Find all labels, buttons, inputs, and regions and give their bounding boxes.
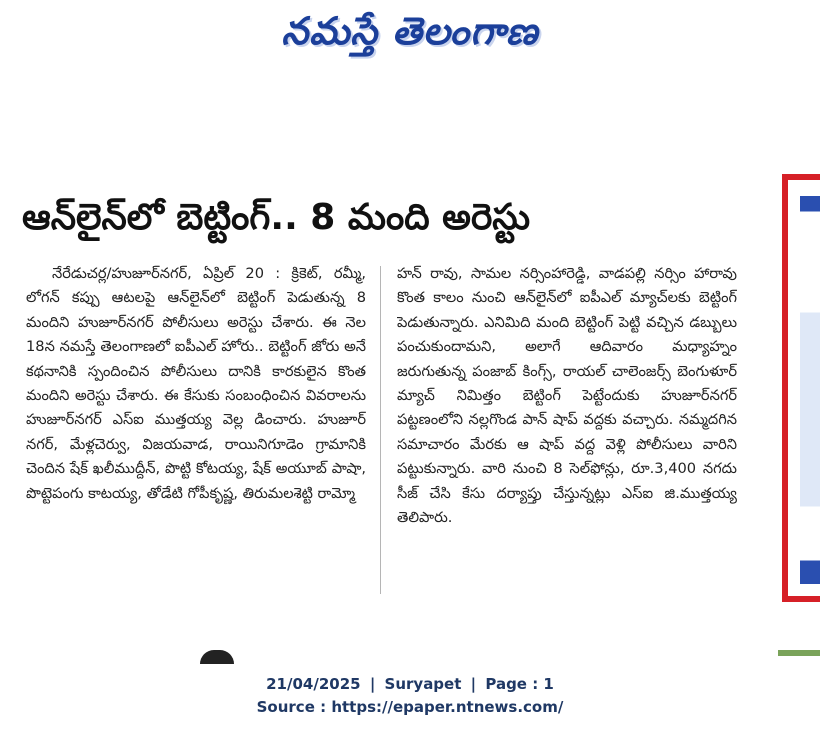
footer-separator: | [470, 675, 477, 693]
footer-source[interactable]: Source : https://epaper.ntnews.com/ [256, 698, 564, 716]
article-column-left [26, 262, 366, 602]
article-body-right: హన్ రావు, సామల నర్సింహారెడ్డి, వాడపల్లి నర్సిం హారావు కొంత కాలం నుంచి ఆన్‌లైన్‌లో ఐపీఎల్ మ్యాచ్‌లకు బెట్టింగ్ పెడుతున్నారు. ఎనిమిది మంది బెట్టింగ్ పెట్టి వచ్చిన డబ్బులు పంచుకుందామని, అలాగే ఆదివారం మధ్యాహ్నం జరుగుతున్న పంజాబ్ కింగ్స్, రాయల్ చాలెంజర్స్ బెంగుళూర్ మ్యాచ్ నిమిత్తం బెట్టింగ్ పెట్టేందుకు హుజూర్‌నగర్ పట్టణంలోని నల్లగొండ పాన్ షాప్ వద్దకు వచ్చారు. నమ్మదగిన సమాచారం మేరకు ఆ షాప్ వద్ద వెళ్లి పోలీసులు వారిని పట్టుకున్నారు. వారి నుంచి 8 సెల్‌ఫోన్లు, రూ.3,400 నగదు సీజ్ చేసి కేసు దర్యాప్తు చేస్తున్నట్లు ఎస్‌ఐ జి.ముత్తయ్య తెలిపారు. [397, 265, 737, 527]
footer-meta [0, 673, 820, 696]
article-headline: ఆన్‌లైన్‌లో బెట్టింగ్.. 8 మంది అరెస్టు [22, 197, 531, 238]
footer-date: 21/04/2025 [266, 675, 361, 693]
clipping-footer [0, 673, 820, 719]
adjacent-article-image [800, 196, 820, 584]
column-divider [380, 266, 381, 594]
footer-page: Page : 1 [485, 675, 554, 693]
adjacent-image-fragment [778, 650, 820, 656]
newspaper-masthead: నమస్తే తెలంగాణ [281, 7, 539, 53]
next-article-fragment [200, 650, 234, 664]
article-column-right [397, 262, 737, 602]
footer-edition: Suryapet [384, 675, 462, 693]
article-body-left: నేరేడుచర్ల/హుజూర్‌నగర్, ఏప్రిల్ 20 : క్రికెట్, రమ్మీ, లోగన్ కప్పు ఆటలపై ఆన్‌లైన్‌లో బెట్టింగ్ పెడుతున్న 8 మందిని హుజూర్‌నగర్ పోలీసులు అరెస్టు చేశారు. ఈ నెల 18న నమస్తే తెలంగాణలో ఐపీఎల్ హోరు.. బెట్టింగ్ జోరు అనే కథనానికి స్పందించిన పోలీసులు దానికి కారకులైన కొంత మందిని అరెస్టు చేశారు. ఈ కేసుకు సంబంధించిన వివరాలను హుజూర్‌నగర్ ఎస్‌ఐ ముత్తయ్య వెల్ల డించారు. హుజూర్ నగర్, మేళ్లచెర్వు, విజయవాడ, రాయినిగూడెం గ్రామానికి చెందిన షేక్ ఖలీముద్దీన్, పొట్టి కోటయ్య, షేక్ అయూబ్ పాషా, పొట్టెపంగు కాటయ్య, తోడేటి గోపీకృష్ణ, తిరుమలశెట్టి రామ్మో [26, 265, 366, 502]
footer-separator: | [369, 675, 376, 693]
